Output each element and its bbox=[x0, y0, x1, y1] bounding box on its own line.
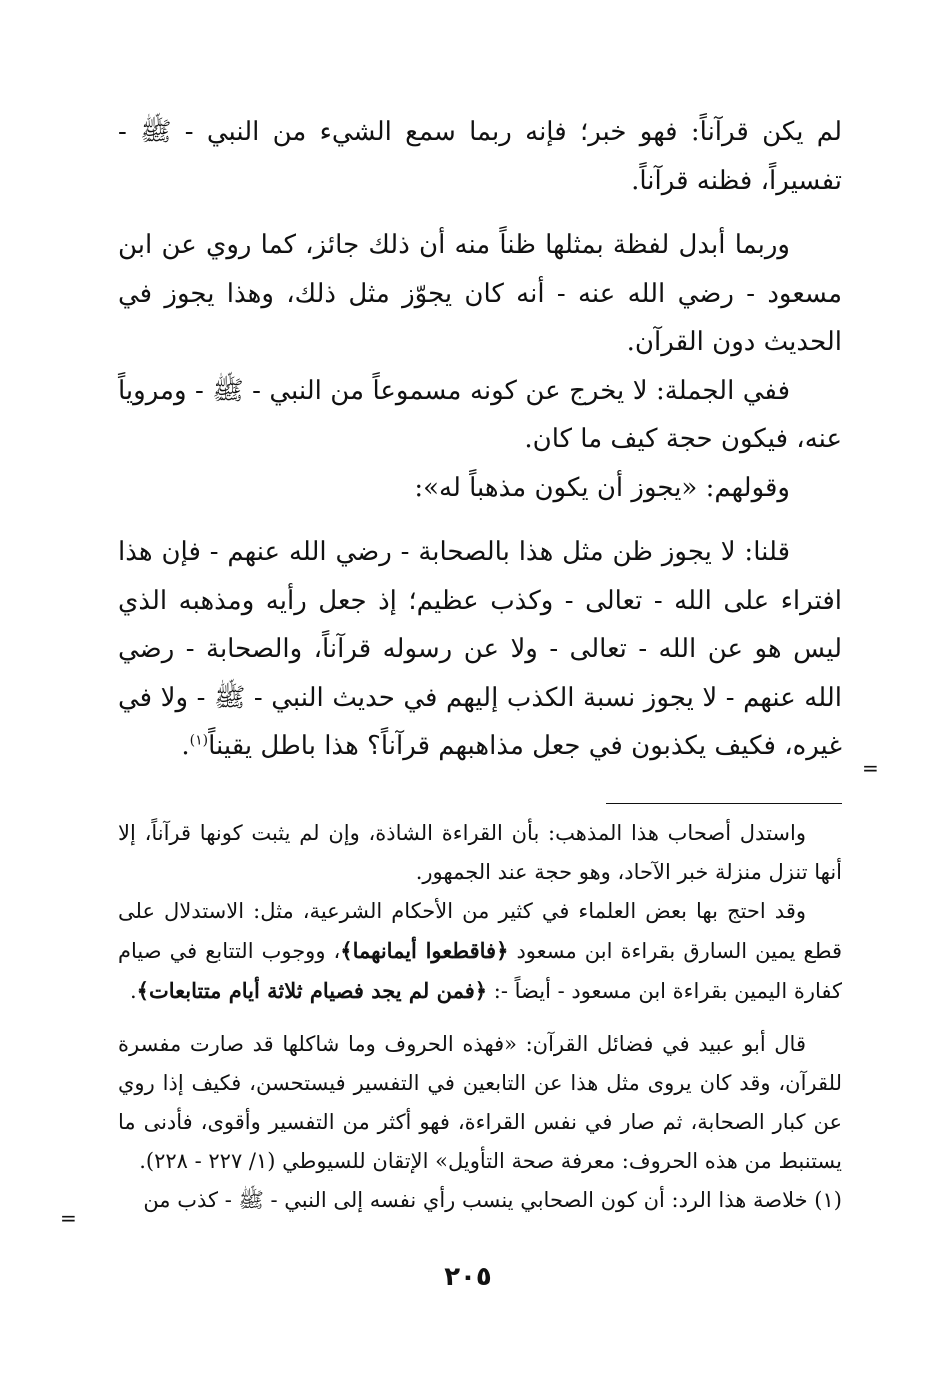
page-number: ٢٠٥ bbox=[444, 1262, 492, 1292]
footnote-continued-2 bbox=[118, 892, 842, 1011]
paragraph-5: قلنا: لا يجوز ظن مثل هذا بالصحابة - رضي الله عنهم - فإن هذا افتراء على الله - تعالى - وكذب عظيم؛ إذ جعل رأيه ومذهبه الذي ليس هو عن الله - تعالى - ولا عن رسوله قرآناً، والصحابة - رضي الله عنهم - لا يجوز نسبة الكذب إليهم في حديث النبي - ﷺ - ولا في غيره، فكيف يكذبون في جعل مذاهبهم قرآناً؟ هذا باطل يقيناً$^{(١)}$. bbox=[118, 537, 842, 761]
footnote-1: (١) خلاصة هذا الرد: أن كون الصحابي ينسب رأي نفسه إلى النبي - ﷺ - كذب من bbox=[143, 1187, 842, 1212]
paragraph-1: لم يكن قرآناً: فهو خبر؛ فإنه ربما سمع الشيء من النبي - ﷺ - تفسيراً، فظنه قرآناً. bbox=[118, 117, 842, 196]
continuation-mark: = bbox=[60, 1206, 77, 1230]
quran-quote-2: ﴿فمن لم يجد فصيام ثلاثة أيام متتابعات﴾ bbox=[136, 977, 488, 1003]
page-body bbox=[118, 108, 842, 1220]
footnote-continued-1: واستدل أصحاب هذا المذهب: بأن القراءة الشاذة، وإن لم يثبت كونها قرآناً، إلا أنها تنزل منزلة خبر الآحاد، وهو حجة عند الجمهور. bbox=[118, 820, 842, 884]
paragraph-4: وقولهم: «يجوز أن يكون مذهباً له»: bbox=[414, 472, 790, 503]
paragraph-3: ففي الجملة: لا يخرج عن كونه مسموعاً من النبي - ﷺ - ومروياً عنه، فيكون حجة كيف ما كان. bbox=[118, 375, 842, 454]
footnote-ref-1: (١) bbox=[189, 732, 209, 749]
footnote-divider bbox=[606, 803, 842, 804]
continuation-mark: = bbox=[862, 756, 879, 780]
paragraph-5-text: قلنا: لا يجوز ظن مثل هذا بالصحابة - رضي الله عنهم - فإن هذا افتراء على الله - تعالى - وكذب عظيم؛ إذ جعل رأيه ومذهبه الذي ليس هو عن الله - تعالى - ولا عن رسوله قرآناً، والصحابة - رضي الله عنهم - لا يجوز نسبة الكذب إليهم في حديث النبي - ﷺ - ولا في غيره، فكيف يكذبون في جعل مذاهبهم قرآناً؟ هذا باطل يقيناً bbox=[118, 537, 842, 761]
quran-quote-1: ﴿فاقطعوا أيمانهما﴾ bbox=[340, 937, 509, 963]
paragraph-2: وربما أبدل لفظة بمثلها ظناً منه أن ذلك جائز، كما روي عن ابن مسعود - رضي الله عنه - أنه كان يجوّز مثل ذلك، وهذا يجوز في الحديث دون القرآن. bbox=[118, 230, 842, 357]
footnote-2-part-c: ، ووجوب التتابع في صيام كفارة اليمين بقراءة ابن مسعود - أيضاً -: bbox=[118, 938, 842, 1003]
footnotes bbox=[118, 814, 842, 1220]
main-text bbox=[118, 108, 842, 771]
footnote-2-part-e: . bbox=[129, 978, 137, 1003]
footnote-2-part-a: وقد احتج بها بعض العلماء في كثير من الأحكام الشرعية، مثل: الاستدلال على قطع يمين السارق بقراءة ابن مسعود bbox=[118, 898, 842, 963]
footnote-continued-3: قال أبو عبيد في فضائل القرآن: «فهذه الحروف وما شاكلها قد صارت مفسرة للقرآن، وقد كان يروى مثل هذا عن التابعين في التفسير فيستحسن، فكيف إذا روي عن كبار الصحابة، ثم صار في نفس القراءة، فهو أكثر من التفسير وأقوى، فأدنى ما يستنبط من هذه الحروف: معرفة صحة التأويل» الإتقان للسيوطي (١/ ٢٢٧ - ٢٢٨). bbox=[118, 1031, 842, 1173]
